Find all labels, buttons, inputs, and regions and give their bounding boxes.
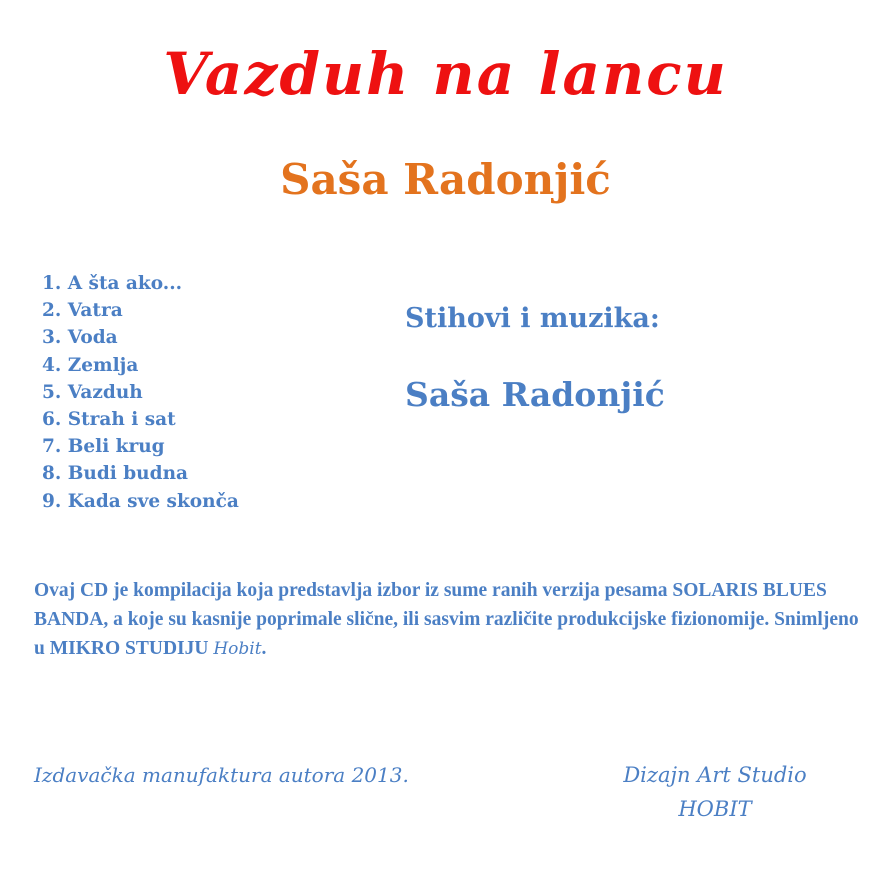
track-item: 1. A šta ako... [42, 273, 183, 294]
track-item: 9. Kada sve skonča [42, 490, 239, 512]
design-line-2: HOBIT [678, 797, 752, 821]
artist-name: Saša Radonjić [280, 155, 611, 204]
track-list [42, 270, 239, 515]
description-end: . [261, 638, 267, 659]
track-item: 6. Strah i sat [42, 409, 176, 431]
design-line-1: Dizajn Art Studio [623, 763, 807, 787]
design-credit [590, 758, 840, 826]
album-title: Vazduh na lancu [163, 40, 728, 108]
album-description [34, 576, 864, 664]
track-item: 7. Beli krug [42, 436, 165, 458]
track-item: 2. Vatra [42, 300, 123, 322]
track-item: 5. Vazduh [42, 381, 143, 403]
credits-name: Saša Radonjić [405, 375, 665, 414]
track-item: 8. Budi budna [42, 463, 189, 485]
credits-label: Stihovi i muzika: [405, 303, 660, 334]
description-text: Ovaj CD je kompilacija koja predstavlja izbor iz sume ranih verzija pesama SOLARIS BLUES BANDA, a koje su kasnije poprimale slične, ili sasvim različite produkcijske fizionomije. Snimljeno u MIKRO STUDIJU [34, 580, 859, 659]
track-item: 3. Voda [42, 327, 118, 349]
publisher-note: Izdavačka manufaktura autora 2013. [34, 763, 409, 787]
studio-name: Hobit [213, 639, 262, 659]
track-item: 4. Zemlja [42, 354, 139, 376]
